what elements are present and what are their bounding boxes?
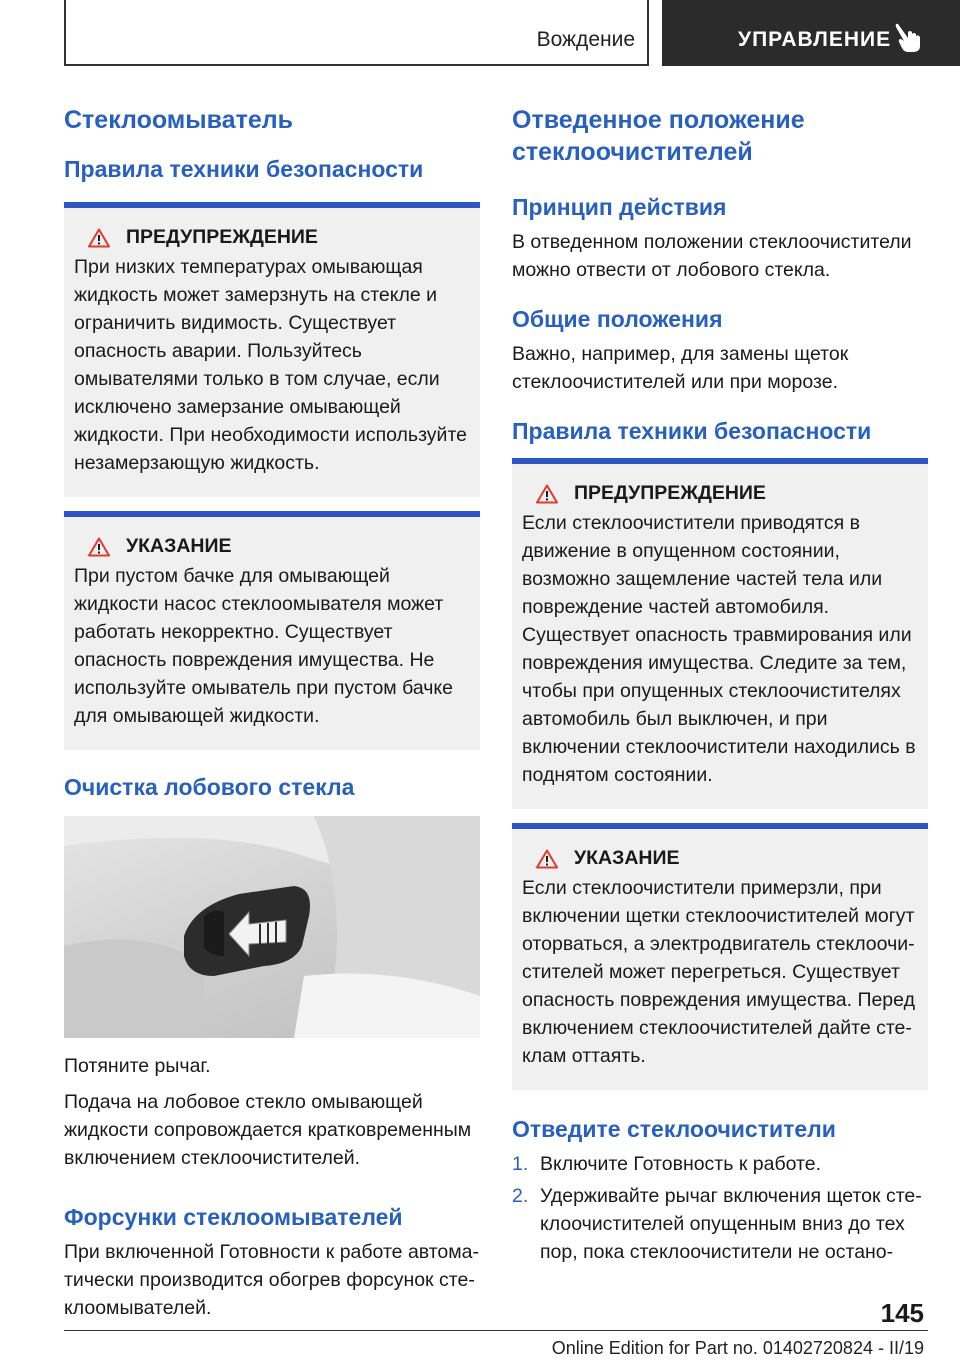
note-box: [64, 517, 480, 750]
principle-heading: Принцип действия: [512, 194, 727, 220]
note-text: Если стеклоочистители примерзли, при включении щетки стеклоочистителей могут оторваться, а электродвигатель стеклоочистителей может перегреться. Существует опасность повреждения имущества. Перед включением стеклоочистителей дайте стеклам оттаять.: [522, 877, 915, 1067]
chapter-title: Вождение: [536, 28, 635, 51]
safety-heading-right: Правила техники безопасности: [512, 418, 872, 444]
retract-heading: Отведите стеклоочистители: [512, 1116, 836, 1142]
chapter-box: [64, 0, 649, 66]
nozzles-text: При включенной Готовности к работе автоматически производится обогрев форсунок стеклоомывателей.: [64, 1241, 480, 1319]
warning-box: [64, 208, 480, 497]
warning-label: ПРЕДУПРЕЖДЕНИЕ: [126, 226, 318, 248]
warning-triangle-icon: [536, 849, 558, 869]
list-item: [512, 1182, 928, 1266]
general-text: Важно, например, для замены щеток стеклоочистителей или при морозе.: [512, 343, 849, 393]
right-column: [512, 100, 928, 1270]
section-title-right: Отведенное положение стеклоочистителей: [512, 106, 805, 166]
safety-heading: Правила техники безопасности: [64, 156, 424, 182]
pull-lever-text: Потяните рычаг.: [64, 1055, 211, 1077]
nozzles-heading: Форсунки стеклоомывателей: [64, 1204, 403, 1230]
list-item: [512, 1150, 928, 1178]
principle-text: В отведенном положении стеклоочистители можно отвести от лобового стекла.: [512, 231, 912, 281]
warning-box: [512, 464, 928, 809]
step-text: Включите Готовность к работе.: [540, 1153, 822, 1175]
section-title: УПРАВЛЕНИЕ: [738, 28, 892, 51]
warning-label: ПРЕДУПРЕЖДЕНИЕ: [574, 482, 766, 504]
pointing-hand-icon: [894, 22, 922, 54]
page-title: Стеклоомыватель: [64, 106, 293, 134]
wiper-lever-photo: [64, 816, 480, 1038]
page-header: [0, 0, 960, 66]
page-number: 145: [880, 1298, 924, 1328]
step-number: 2.: [512, 1185, 529, 1207]
left-column: [64, 100, 480, 1322]
warning-text: Если стеклоочистители приводятся в движение в опущенном состоянии, возможно защемление частей тела или повреждение частей автомобиля. Существует опасность травмирования или повреждения имущества. Следите за тем, чтобы при опущенных стеклоочистителях автомобиль был выключен, и при включении стеклоочистители находились в поднятом состоянии.: [522, 512, 916, 786]
warning-triangle-icon: [88, 228, 110, 248]
edition-text: Online Edition for Part no. 01402720824 - II/19: [551, 1338, 924, 1358]
note-label: УКАЗАНИЕ: [574, 847, 680, 869]
warning-text: При низких температурах омывающая жидкость может замерзнуть на стекле и ограничить видимость. Существует опасность аварии. Пользуйтесь омывателями только в том случае, если исключено замерзание омывающей жидкости. При необходимости используйте незамерзающую жидкость.: [74, 256, 468, 474]
note-text: При пустом бачке для омывающей жидкости насос стеклоомывателя может работать некорректно. Существует опасность повреждения имущества. Не используйте омыватель при пустом бачке для омывающей жидкости.: [74, 565, 454, 727]
general-heading: Общие положения: [512, 306, 723, 332]
steps-list: [512, 1150, 928, 1266]
step-text: Удерживайте рычаг включения щеток стеклоочистителей опущенным вниз до тех пор, пока стеклоочистители не остано-: [540, 1185, 922, 1263]
step-number: 1.: [512, 1153, 529, 1175]
cleaning-heading: Очистка лобового стекла: [64, 774, 355, 800]
wiper-lever-illustration: [64, 816, 480, 1038]
note-label: УКАЗАНИЕ: [126, 535, 232, 557]
footer-divider: [64, 1330, 928, 1331]
warning-triangle-icon: [536, 484, 558, 504]
note-box: [512, 829, 928, 1090]
cleaning-text: Подача на лобовое стекло омывающей жидкости сопровождается кратковременным включением стеклоочистителей.: [64, 1091, 472, 1169]
section-tab: [662, 0, 960, 66]
warning-triangle-icon: [88, 537, 110, 557]
